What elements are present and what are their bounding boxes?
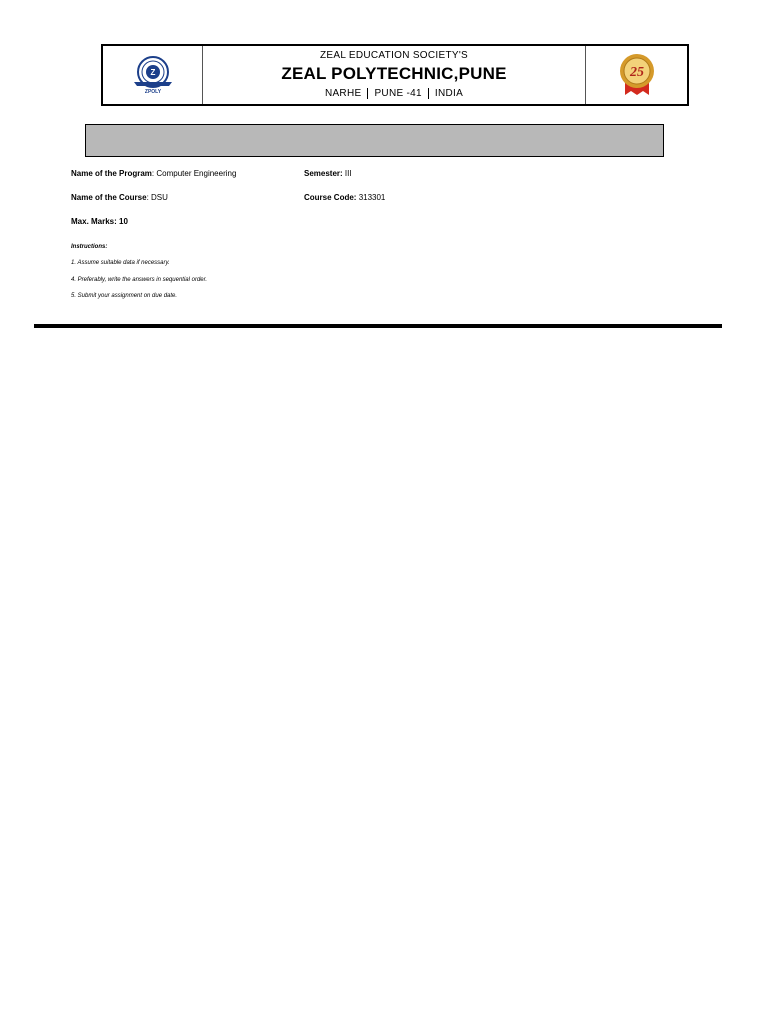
- address-country: INDIA: [434, 87, 464, 99]
- semester-value: III: [344, 169, 352, 178]
- svg-text:Z: Z: [150, 68, 155, 77]
- institute-header: [101, 44, 689, 106]
- program-field: Name of the Program: Computer Engineering: [71, 169, 237, 178]
- max-marks-field: [71, 217, 128, 227]
- anniversary-badge: [585, 46, 687, 104]
- course-code-field: [304, 193, 385, 203]
- address-divider: [367, 88, 368, 99]
- college-address: [325, 87, 463, 101]
- college-name: ZEAL POLYTECHNIC,PUNE: [281, 63, 507, 83]
- address-divider: [428, 88, 429, 99]
- program-label: Name of the Program: [71, 169, 152, 178]
- anniversary-25-badge-icon: [611, 53, 663, 97]
- course-field: Name of the Course: DSU: [71, 193, 168, 202]
- svg-text:25: 25: [629, 65, 644, 80]
- course-code-value: 313301: [358, 193, 386, 202]
- course-label: Name of the Course: [71, 193, 147, 202]
- society-name: ZEAL EDUCATION SOCIETY'S: [319, 49, 469, 61]
- address-city: PUNE -41: [374, 87, 422, 99]
- address-area: NARHE: [324, 87, 362, 99]
- program-value: Computer Engineering: [156, 169, 237, 178]
- institute-title-block: [203, 46, 585, 104]
- instruction-item: 4. Preferably, write the answers in sequential order.: [71, 277, 208, 283]
- max-marks-label: Max. Marks: 10: [71, 217, 128, 226]
- section-divider: [34, 324, 722, 328]
- institute-logo: [103, 46, 203, 104]
- semester-label: Semester:: [304, 169, 343, 178]
- instruction-item: 5. Submit your assignment on due date.: [71, 293, 178, 299]
- svg-text:ZPOLY: ZPOLY: [144, 89, 161, 95]
- instructions-title: Instructions:: [71, 244, 108, 250]
- instruction-item: 1. Assume suitable data if necessary.: [71, 260, 170, 266]
- course-code-label: Course Code:: [304, 193, 357, 202]
- zeal-emblem-icon: [127, 55, 179, 95]
- title-banner: [85, 124, 664, 157]
- semester-field: [304, 169, 352, 179]
- course-value: DSU: [151, 193, 168, 202]
